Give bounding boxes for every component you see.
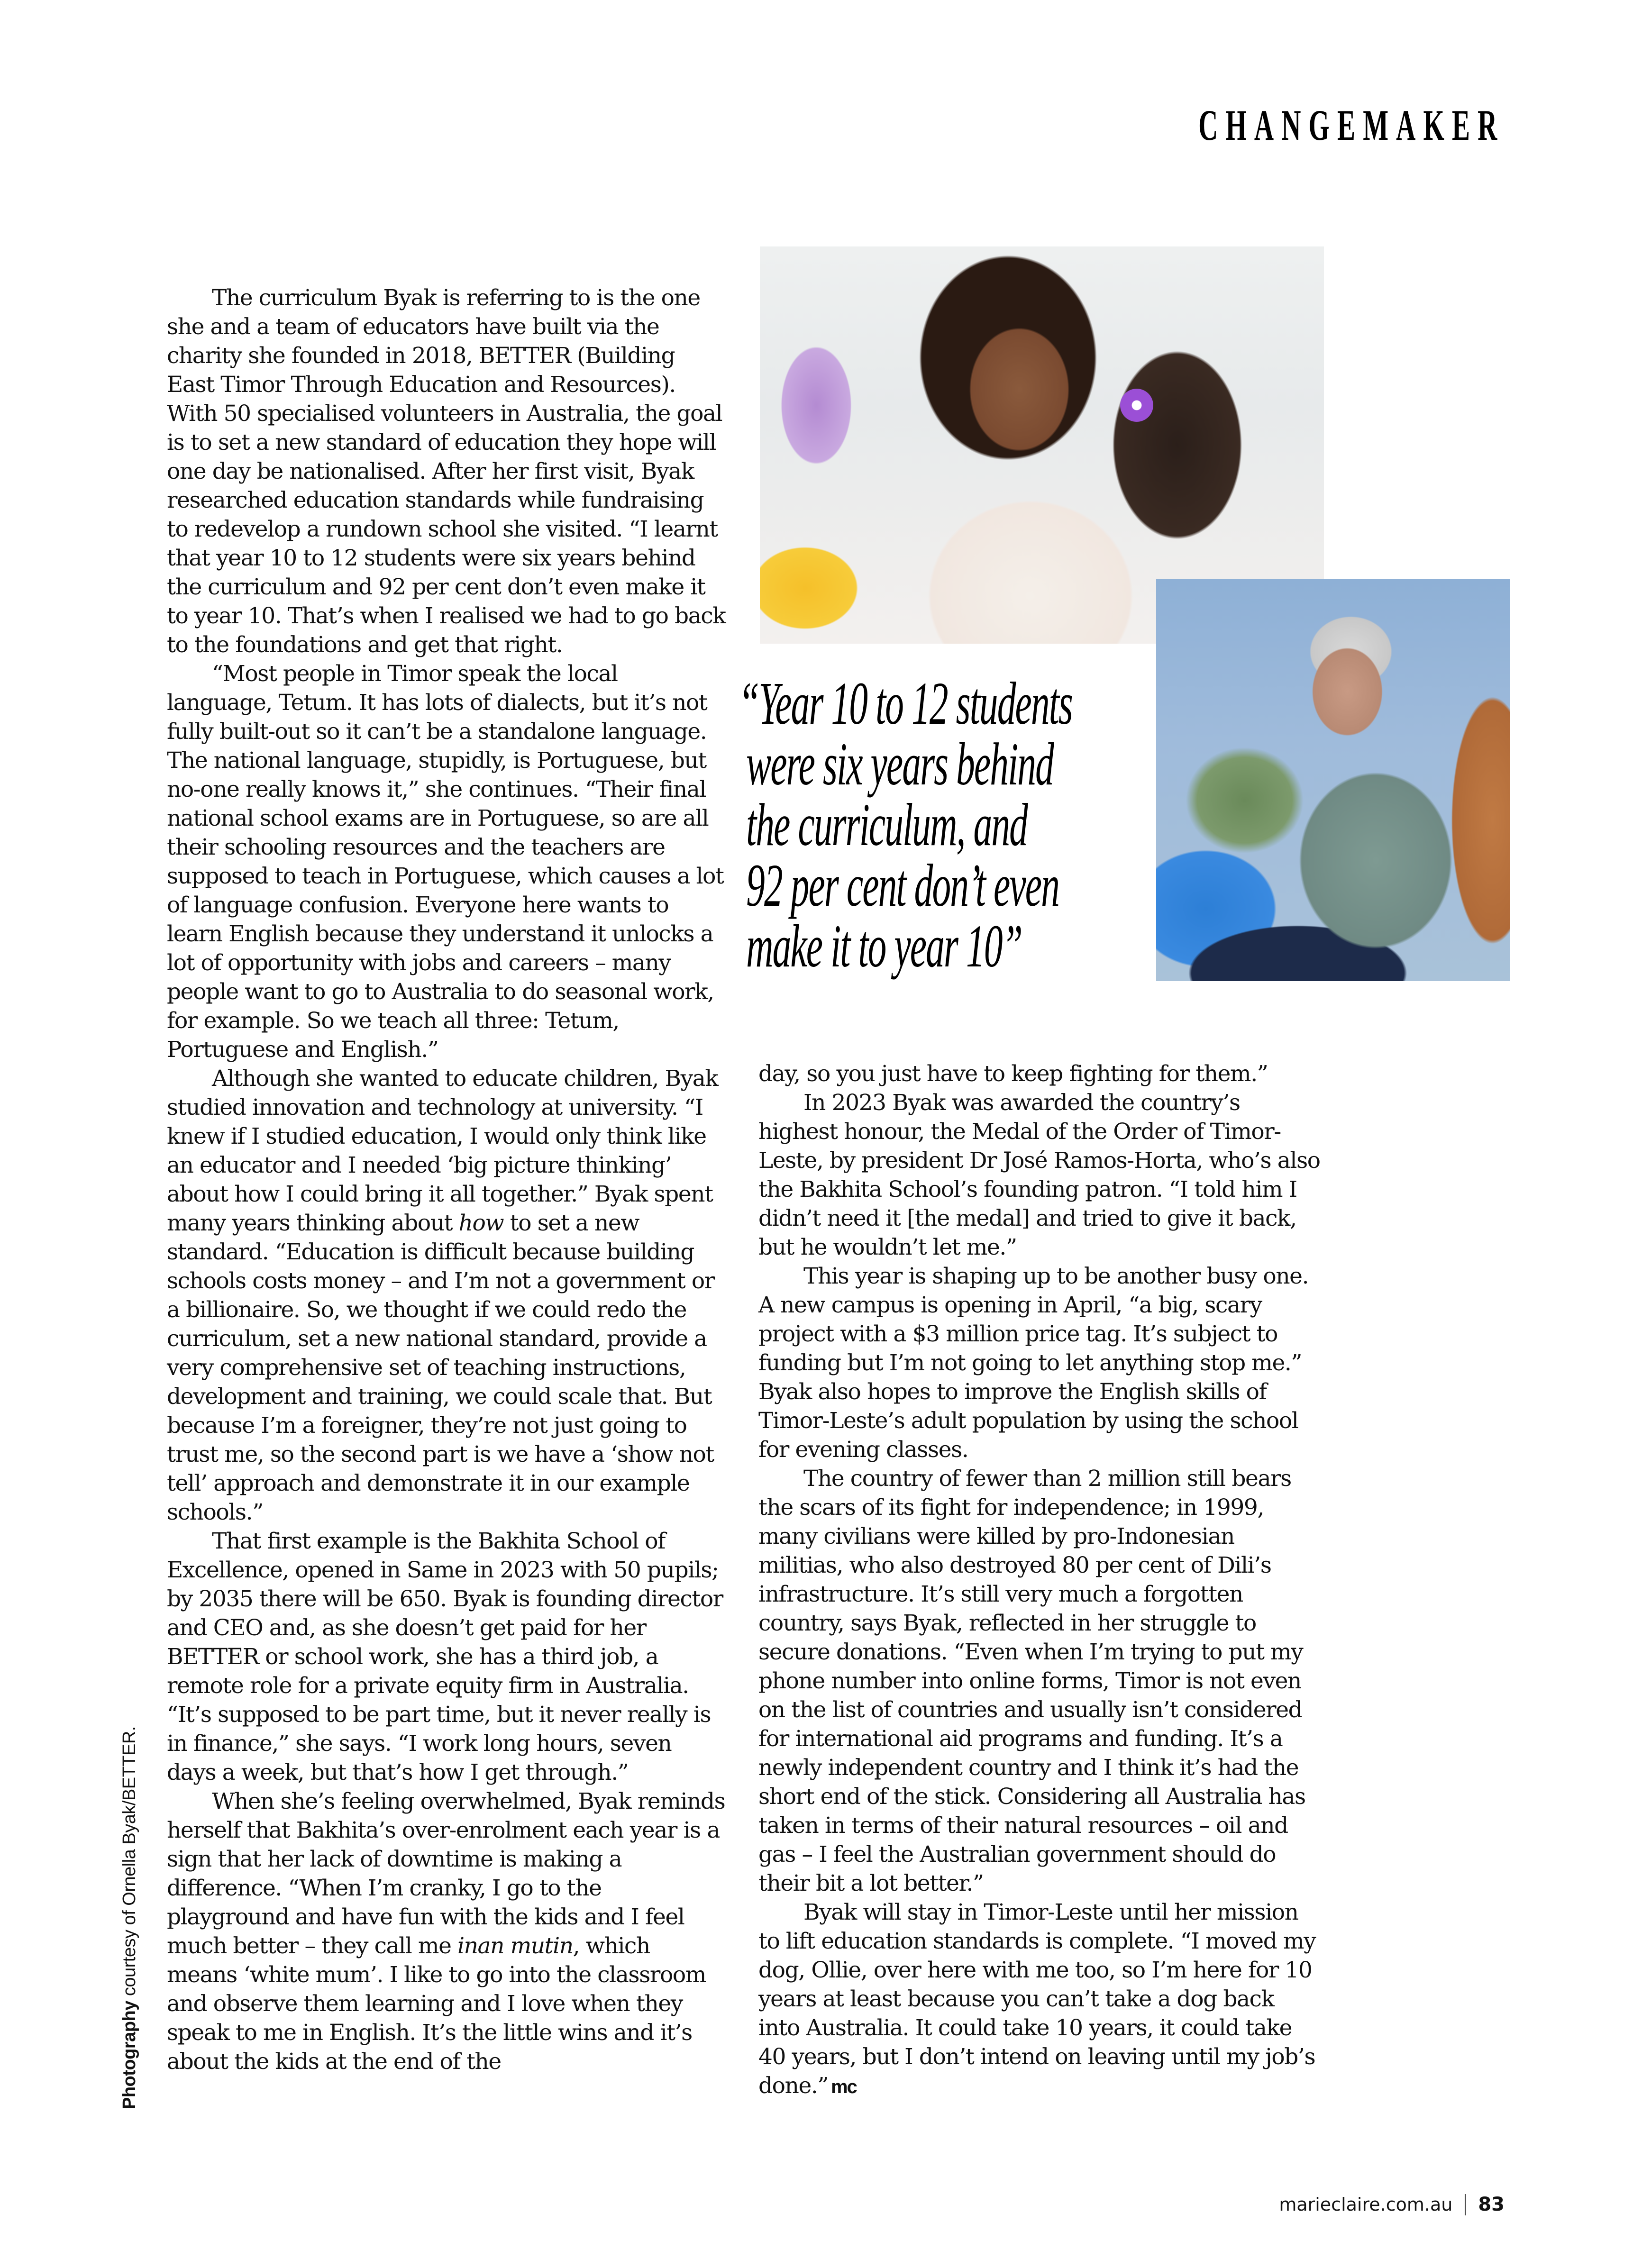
paragraph-text: , which means ‘white mum’. I like to go into the classroom and observe them learning and I love when they speak to me in English. It’s the little wins and it’s about the kids at the end of the bbox=[167, 1933, 706, 2075]
paragraph-text: When she’s feeling overwhelmed, Byak reminds herself that Bakhita’s over-enrolment each year is a sign that her lack of downtime is making a difference. “When I’m cranky, I go to the playground and have fun with the kids and I feel much better – they call me bbox=[167, 1788, 725, 1959]
paragraph: The country of fewer than 2 million still bears the scars of its fight for independence; in 1999, many civilians were killed by pro-Indonesian militias, who also destroyed 80 per cent of Dili’s infrastructure. It’s still very much a forgotten country, says Byak, reflected in her struggle to secure donations. “Even when I’m trying to put my phone number into online forms, Timor is not even on the list of countries and usually isn’t considered for international aid programs and funding. It’s a newly independent country and I think it’s had the short end of the stick. Considering all Australia has taken in terms of their natural resources – oil and gas – I feel the Australian government should do their bit a lot better.” bbox=[758, 1466, 1305, 1896]
paragraph: That first example is the Bakhita School of Excellence, opened in Same in 2023 with 50 pupils; by 2035 there will be 650. Byak is founding director and CEO and, as she doesn’t get paid for her BETTER or school work, she has a third job, a remote role for a private equity firm in Australia. “It’s supposed to be part time, but it never really is in finance,” she says. “I work long hours, seven days a week, but that’s how I get through.” bbox=[167, 1528, 723, 1785]
pull-quote-line: make it to year 10” bbox=[746, 912, 1022, 980]
credit-label: Photography bbox=[119, 2001, 139, 2109]
italic-emphasis: inan mutin bbox=[457, 1933, 573, 1959]
pull-quote bbox=[739, 670, 1126, 980]
paragraph bbox=[167, 1064, 726, 1527]
section-label: CHANGEMAKER bbox=[1198, 101, 1505, 149]
end-mark-icon: mc bbox=[831, 2077, 857, 2097]
footer-divider bbox=[1465, 2194, 1466, 2215]
pull-quote-line: 92 per cent don’t even bbox=[746, 852, 1059, 919]
hair-flower bbox=[1120, 389, 1153, 422]
paragraph-text: Byak will stay in Timor-Leste until her mission to lift education standards is complete. “I moved my dog, Ollie, over here with me too, so I’m here for 10 years at least because you can’t take a dog back into Australia. It could take 10 years, it could take 40 years, but I don’t intend on leaving until my job’s done.” bbox=[758, 1899, 1316, 2099]
paragraph bbox=[167, 1787, 726, 2076]
paragraph-text: to set a new standard. “Education is difficult because building schools costs money – and I’m not a government or a billionaire. So, we thought if we could redo the curriculum, set a new national standard, provide a very comprehensive set of teaching instructions, development and training, we could scale that. But because I’m a foreigner, they’re not just going to trust me, so the second part is we have a ‘show not tell’ approach and demonstrate it in our example schools.” bbox=[167, 1210, 714, 1525]
page-footer bbox=[1279, 2194, 1505, 2215]
paragraph: The curriculum Byak is referring to is the one she and a team of educators have built via the charity she founded in 2018, BETTER (Building East Timor Through Education and Resources). With 50 specialised volunteers in Australia, the goal is to set a new standard of education they hope will one day be nationalised. After her first visit, Byak researched education standards while fundraising to redevelop a rundown school she visited. “I learnt that year 10 to 12 students were six years behind the curriculum and 92 per cent don’t even make it to year 10. That’s when I realised we had to go back to the foundations and get that right. bbox=[167, 285, 726, 658]
photo-jose-ramos-horta bbox=[1156, 579, 1510, 981]
paragraph-text: Although she wanted to educate children, Byak studied innovation and technology at university. “I knew if I studied education, I would only think like an educator and I needed ‘big picture thinking’ about how I could bring it all together.” Byak spent many years thinking about bbox=[167, 1066, 718, 1236]
pull-quote-line: “Year 10 to 12 students bbox=[739, 670, 1072, 737]
photo-credit bbox=[119, 1726, 140, 2109]
page-number: 83 bbox=[1478, 2194, 1505, 2215]
right-column bbox=[758, 1059, 1320, 2102]
paragraph bbox=[758, 1898, 1320, 2102]
website-url: marieclaire.com.au bbox=[1279, 2194, 1453, 2215]
paragraph: In 2023 Byak was awarded the country’s highest honour, the Medal of the Order of Timor-Leste, by president Dr José Ramos-Horta, who’s also the Bakhita School’s founding patron. “I told him I didn’t need it [the medal] and tried to give it back, but he wouldn’t let me.” bbox=[758, 1090, 1320, 1260]
paragraph: This year is shaping up to be another busy one. A new campus is opening in April, “a big, scary project with a $3 million price tag. It’s subject to funding but I’m not going to let anything stop me.” Byak also hopes to improve the English skills of Timor-Leste’s adult population by using the school for evening classes. bbox=[758, 1263, 1309, 1463]
paragraph: “Most people in Timor speak the local language, Tetum. It has lots of dialects, but it’s not fully built-out so it can’t be a standalone language. The national language, stupidly, is Portuguese, but no-one really knows it,” she continues. “Their final national school exams are in Portuguese, so are all their schooling resources and the teachers are supposed to teach in Portuguese, which causes a lot of language confusion. Everyone here wants to learn English because they understand it unlocks a lot of opportunity with jobs and careers – many people want to go to Australia to do seasonal work, for example. So we teach all three: Tetum, Portuguese and English.” bbox=[167, 661, 724, 1063]
italic-emphasis: how bbox=[458, 1210, 504, 1236]
credit-text: courtesy of Ornella Byak/BETTER. bbox=[119, 1726, 139, 2001]
left-column bbox=[167, 283, 726, 2076]
pull-quote-line: were six years behind bbox=[746, 730, 1053, 798]
pull-quote-line: the curriculum, and bbox=[746, 791, 1027, 858]
paragraph: day, so you just have to keep fighting for them.” bbox=[758, 1061, 1268, 1087]
